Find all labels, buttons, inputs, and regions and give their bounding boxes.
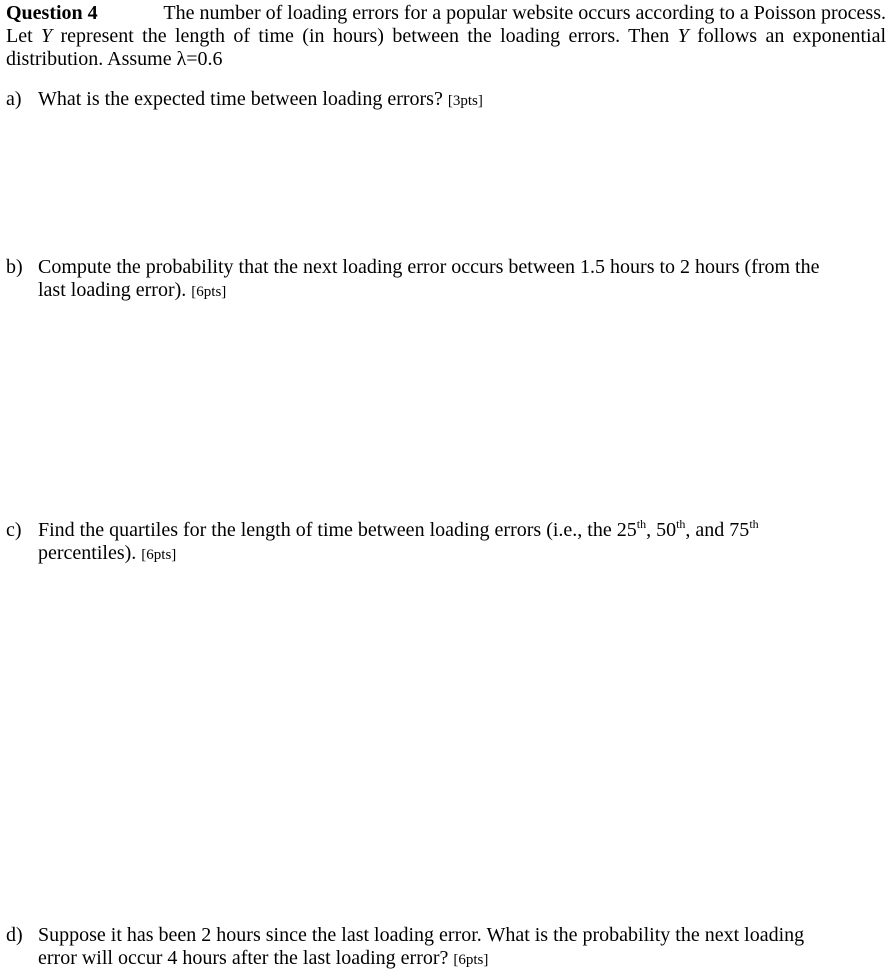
part-a — [6, 88, 878, 113]
question-intro-line-3: distribution. Assume λ=0.6 — [6, 48, 223, 70]
part-d-text — [38, 924, 878, 972]
superscript-th: th — [676, 517, 686, 531]
part-d-points: [6pts] — [453, 952, 489, 968]
part-d-line-2 — [38, 947, 878, 972]
question-intro-line-1 — [6, 2, 886, 25]
part-c-text — [38, 519, 878, 567]
intro-text-2a: Let — [6, 25, 42, 47]
part-b-text — [38, 256, 878, 304]
part-c-line-1 — [38, 519, 878, 542]
variable-y: Y — [677, 25, 689, 47]
superscript-th: th — [636, 517, 647, 531]
part-b-line-1: Compute the probability that the next loading error occurs between 1.5 hours to 2 hours (from the — [38, 256, 820, 278]
intro-text-2c: follows an exponential — [688, 25, 886, 47]
variable-y: Y — [41, 25, 53, 47]
part-c-line-1c: , and 75 — [685, 519, 750, 541]
part-b — [6, 256, 878, 304]
part-c-line-1b: , 50 — [646, 519, 677, 541]
part-c — [6, 519, 878, 567]
part-d-line-2-text: error will occur 4 hours after the last loading error? — [38, 947, 454, 969]
part-a-question: What is the expected time between loading errors? — [38, 88, 448, 110]
superscript-th: th — [749, 517, 759, 531]
part-a-label: a) — [6, 88, 22, 110]
part-d-line-1: Suppose it has been 2 hours since the last loading error. What is the probability the next loading — [38, 924, 805, 946]
part-b-line-2 — [38, 279, 878, 304]
part-a-text — [38, 88, 878, 113]
part-c-label: c) — [6, 519, 22, 541]
question-intro-text-1: The number of loading errors for a popular website occurs according to a Poisson process. — [163, 2, 886, 24]
part-c-points: [6pts] — [141, 547, 177, 563]
part-d — [6, 924, 878, 972]
question-header — [6, 2, 886, 71]
question-number: Question 4 — [6, 2, 98, 24]
part-b-label: b) — [6, 256, 23, 278]
intro-text-2b: represent the length of time (in hours) between the loading errors. Then — [52, 25, 678, 47]
part-a-points: [3pts] — [447, 93, 483, 109]
part-b-points: [6pts] — [191, 284, 227, 300]
part-b-line-2-text: last loading error). — [38, 279, 192, 301]
question-intro-line-2 — [6, 25, 886, 48]
part-c-line-1a: Find the quartiles for the length of time between loading errors (i.e., the 25 — [38, 519, 637, 541]
part-c-line-2-text: percentiles). — [38, 542, 142, 564]
part-d-label: d) — [6, 924, 23, 946]
part-c-line-2 — [38, 542, 878, 567]
